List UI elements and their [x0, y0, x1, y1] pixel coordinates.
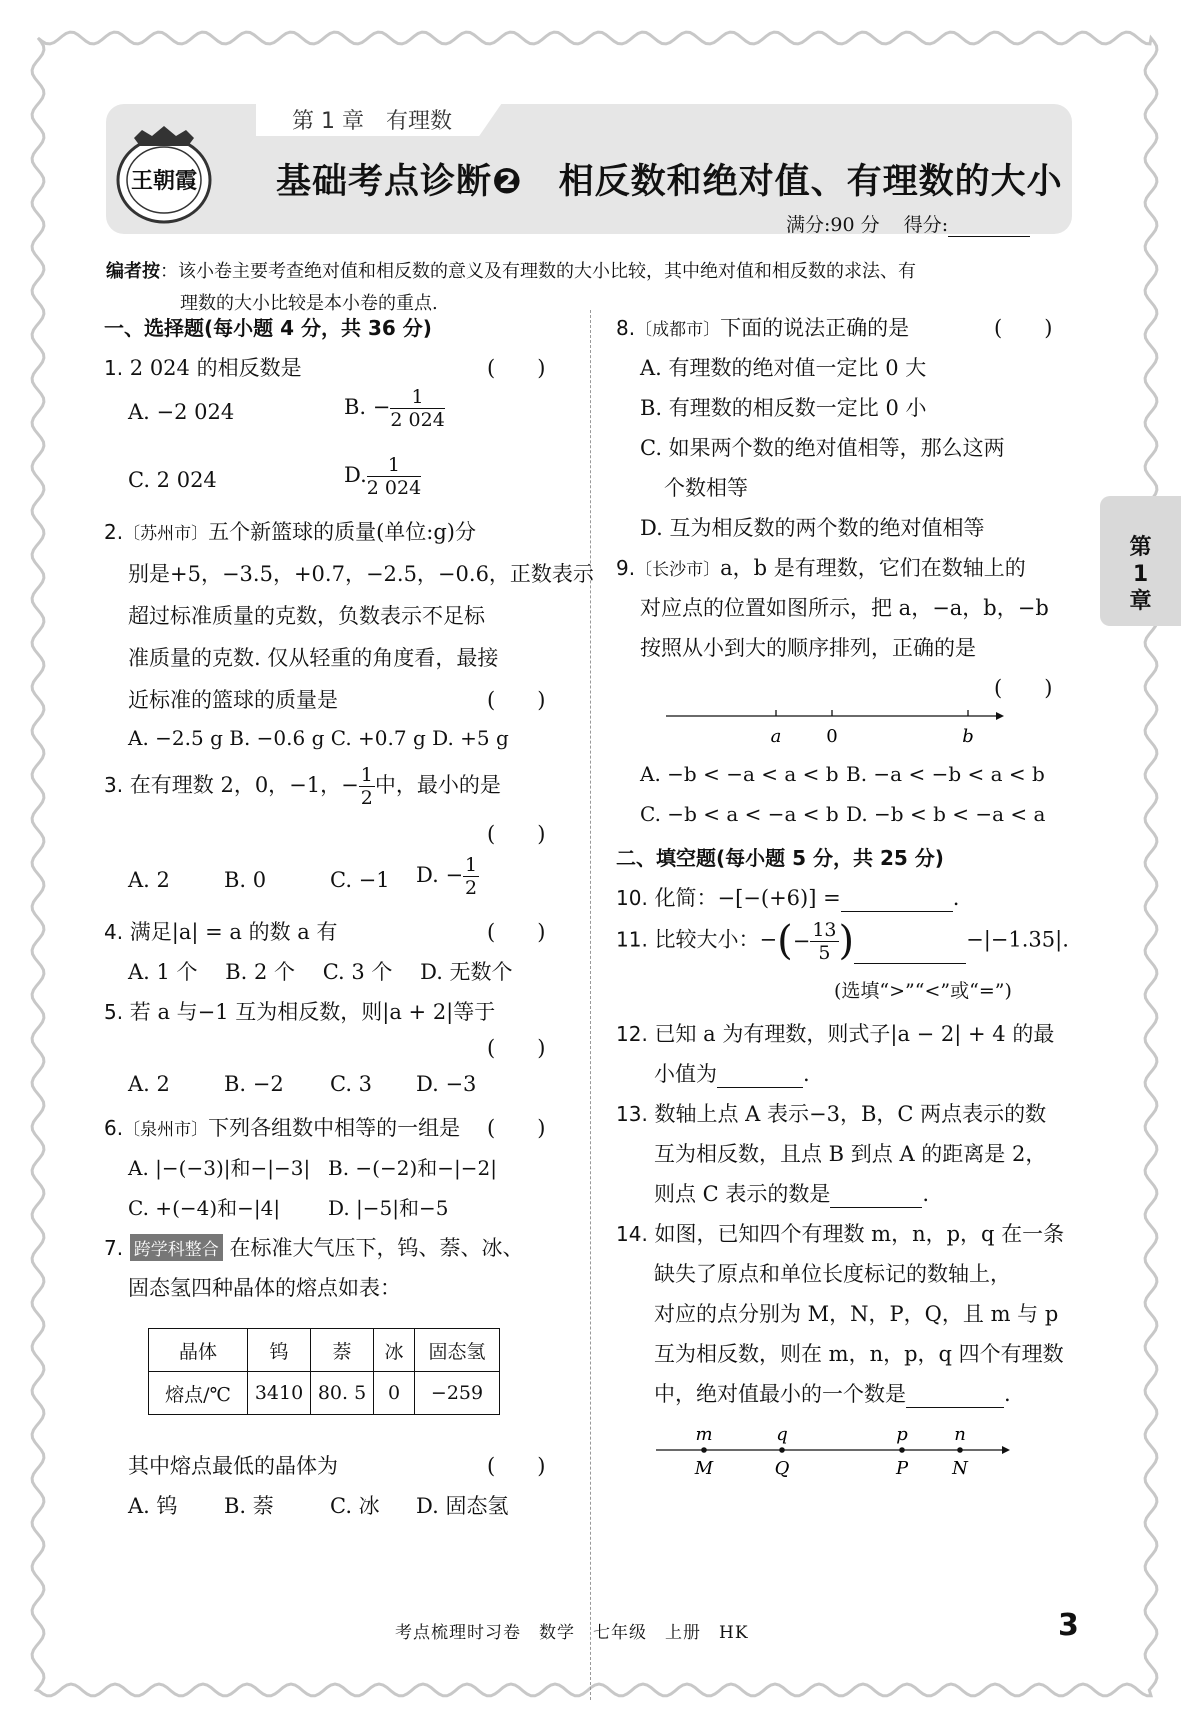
q14-label-n: n	[954, 1424, 966, 1445]
q5-option-a: A. 2	[128, 1072, 170, 1096]
q6-option-a: A. |−(−3)|和−|−3|	[128, 1156, 311, 1180]
logo-text: 王朝霞	[130, 168, 198, 194]
page-title: 基础考点诊断❷ 相反数和绝对值、有理数的大小	[276, 162, 1063, 202]
melting-point-table	[148, 1328, 500, 1415]
q14-text5: 中，绝对值最小的一个数是	[654, 1382, 906, 1406]
q6-city: 〔泉州市〕	[123, 1120, 209, 1140]
q13-end: .	[922, 1182, 930, 1206]
q11-hint: (选填“>”“<”或“=”)	[834, 980, 1012, 1002]
q1-option-a: A. −2 024	[128, 400, 235, 424]
q8-stem	[616, 312, 909, 342]
score-label: 得分:	[903, 214, 949, 236]
q14-point-P: P	[895, 1458, 909, 1479]
q14-line4: 互为相反数，则在 m，n，p，q 四个有理数	[654, 1342, 1064, 1366]
note-line1: ：该小卷主要考查绝对值和相反数的意义及有理数的大小比较，其中绝对值和相反数的求法、有	[160, 261, 916, 282]
q4-number: 4.	[104, 920, 124, 944]
q9-option-c: C. −b < a < −a < b	[640, 802, 839, 826]
q13-answer-blank[interactable]	[830, 1185, 922, 1208]
q3-d-fraction	[463, 854, 479, 899]
q11-number: 11.	[616, 927, 648, 952]
score-line	[786, 210, 1030, 237]
q3-stem	[104, 764, 501, 809]
table-cell: 0	[374, 1372, 415, 1415]
q2-line4: 准质量的克数. 仅从轻重的角度看，最接	[128, 646, 499, 670]
q9-number: 9.	[616, 556, 636, 580]
q14-point-Q: Q	[774, 1458, 790, 1479]
score-blank	[948, 236, 1030, 237]
q1-d-prefix: D.	[344, 463, 367, 487]
q10-text: 化简：−[−(+6)] =	[654, 886, 841, 910]
q1-number: 1.	[104, 356, 124, 380]
q1-b-denominator: 2 024	[390, 409, 445, 431]
axis-label-b: b	[962, 726, 974, 747]
q11-fraction	[810, 919, 838, 964]
q9-city: 〔长沙市〕	[635, 560, 721, 580]
q6-stem	[104, 1112, 460, 1142]
q8-number: 8.	[616, 316, 636, 340]
axis-label-zero: 0	[826, 726, 838, 747]
table-row	[149, 1372, 500, 1415]
q2-answer-paren: ( )	[487, 688, 546, 712]
q4-options: A. 1 个 B. 2 个 C. 3 个 D. 无数个	[128, 960, 513, 984]
q7-tag: 跨学科整合	[130, 1234, 223, 1261]
side-tab-line2: 1	[1132, 562, 1149, 587]
q9-line2: 对应点的位置如图所示，把 a，−a，b，−b	[640, 596, 1049, 620]
q14-number: 14.	[616, 1222, 648, 1246]
section1-title: 一、选择题(每小题 4 分，共 36 分)	[104, 316, 432, 340]
q10-stem	[616, 882, 959, 912]
q12-end: .	[803, 1062, 810, 1086]
chapter-side-tab	[1100, 496, 1181, 626]
q5-option-d: D. −3	[416, 1072, 477, 1096]
axis-label-a: a	[770, 726, 782, 747]
q9-number-line	[666, 704, 1006, 754]
q7-option-d: D. 固态氢	[416, 1494, 509, 1518]
q13-number: 13.	[616, 1102, 648, 1126]
q6-option-d: D. |−5|和−5	[328, 1196, 449, 1220]
q8-answer-paren: ( )	[994, 316, 1053, 340]
q12-text2: 小值为	[654, 1062, 717, 1086]
q3-numerator: 1	[360, 764, 373, 786]
q14-line3: 对应的点分别为 M，N，P，Q，且 m 与 p	[654, 1302, 1059, 1326]
q11-numerator: 13	[812, 918, 837, 941]
q8-text: 下面的说法正确的是	[720, 316, 910, 340]
q6-text: 下列各组数中相等的一组是	[208, 1116, 461, 1140]
q2-line2: 别是+5，−3.5，+0.7，−2.5，−0.6，正数表示	[128, 562, 594, 586]
q14-number-line	[656, 1418, 1016, 1482]
q9-option-b: B. −a < −b < a < b	[846, 762, 1045, 786]
q11-left-paren: (	[777, 918, 793, 964]
q11-stem	[616, 918, 1069, 964]
q1-option-b	[344, 386, 445, 431]
q7-answer-paren: ( )	[487, 1454, 546, 1478]
q12-line1	[616, 1018, 1054, 1048]
q3-fraction	[359, 764, 375, 809]
q12-answer-blank[interactable]	[717, 1065, 803, 1088]
q6-answer-paren: ( )	[487, 1116, 546, 1140]
q13-line1	[616, 1098, 1046, 1128]
q13-line3	[654, 1178, 929, 1208]
table-cell: −259	[415, 1372, 500, 1415]
q3-text-pre: 在有理数 2，0，−1，−	[129, 773, 359, 797]
table-header-row	[149, 1329, 500, 1372]
q14-line2: 缺失了原点和单位长度标记的数轴上，	[654, 1262, 1011, 1286]
q1-b-fraction	[390, 386, 444, 431]
q11-text-post: −|−1.35|.	[966, 927, 1069, 952]
column-divider	[590, 310, 591, 1700]
q9-line1	[616, 552, 1026, 582]
q14-label-p: p	[896, 1424, 908, 1445]
q4-answer-paren: ( )	[487, 920, 546, 944]
q1-answer-paren: ( )	[487, 356, 546, 380]
side-tab-line3: 章	[1129, 589, 1152, 614]
q2-city: 〔苏州市〕	[123, 524, 209, 544]
q7-option-a: A. 钨	[128, 1494, 178, 1518]
q1-b-prefix: B. −	[344, 395, 391, 419]
q11-denominator: 5	[818, 941, 831, 964]
q2-text1: 五个新篮球的质量(单位:g)分	[208, 520, 476, 544]
table-cell: 萘	[311, 1329, 374, 1372]
table-cell: 80. 5	[311, 1372, 374, 1415]
q14-line5	[654, 1378, 1011, 1408]
q11-text-pre: 比较大小：−	[654, 927, 778, 952]
q4-text: 满足|a| = a 的数 a 有	[129, 920, 338, 944]
q5-number: 5.	[104, 1000, 124, 1024]
q12-text1: 已知 a 为有理数，则式子|a − 2| + 4 的最	[654, 1022, 1055, 1046]
q2-number: 2.	[104, 520, 124, 544]
q14-line1	[616, 1218, 1064, 1248]
q5-option-b: B. −2	[224, 1072, 284, 1096]
q13-line2: 互为相反数，且点 B 到点 A 的距离是 2，	[654, 1142, 1047, 1166]
q2-options: A. −2.5 g B. −0.6 g C. +0.7 g D. +5 g	[128, 726, 509, 750]
note-label: 编者按	[106, 261, 160, 282]
q11-answer-blank[interactable]	[854, 941, 966, 964]
worksheet-page	[96, 100, 1076, 1700]
q3-number: 3.	[104, 773, 124, 797]
q9-option-a: A. −b < −a < a < b	[640, 762, 839, 786]
q2-line5: 近标准的篮球的质量是	[128, 688, 338, 712]
q1-d-fraction	[367, 454, 421, 499]
q1-option-c: C. 2 024	[128, 468, 217, 492]
full-score: 满分:90 分	[786, 214, 880, 236]
q7-option-b: B. 萘	[224, 1494, 274, 1518]
q6-option-b: B. −(−2)和−|−2|	[328, 1156, 497, 1180]
q4-stem	[104, 916, 337, 946]
q14-end: .	[1004, 1382, 1011, 1406]
q8-option-c1: C. 如果两个数的绝对值相等，那么这两	[640, 436, 1005, 460]
q3-answer-paren: ( )	[487, 822, 546, 846]
q5-stem	[104, 996, 495, 1026]
q3-d-numerator: 1	[465, 854, 478, 876]
q1-d-denominator: 2 024	[366, 477, 422, 499]
table-cell: 固态氢	[415, 1329, 500, 1372]
table-cell: 熔点/℃	[149, 1372, 248, 1415]
q14-point-N: N	[952, 1458, 968, 1479]
table-cell: 冰	[374, 1329, 415, 1372]
page-number: 3	[1058, 1608, 1079, 1643]
q3-denominator: 2	[360, 787, 373, 809]
q9-line3: 按照从小到大的顺序排列，正确的是	[640, 636, 976, 660]
q8-city: 〔成都市〕	[635, 320, 721, 340]
q10-end: .	[952, 886, 960, 910]
q3-d-prefix: D. −	[416, 863, 464, 887]
q9-option-d: D. −b < b < −a < a	[846, 802, 1046, 826]
q1-text: 2 024 的相反数是	[129, 356, 302, 380]
q14-answer-blank[interactable]	[906, 1385, 1004, 1408]
q11-right-paren: )	[838, 918, 855, 964]
publisher-logo	[96, 118, 232, 230]
q8-option-c2: 个数相等	[664, 476, 748, 500]
chapter-label: 第 1 章 有理数	[292, 109, 452, 134]
q14-label-m: m	[695, 1424, 713, 1445]
q10-answer-blank[interactable]	[841, 889, 953, 912]
q3-text-post: 中，最小的是	[374, 773, 501, 797]
q11-minus: −	[792, 929, 811, 953]
q6-number: 6.	[104, 1116, 124, 1140]
q7-text1: 在标准大气压下，钨、萘、冰、	[229, 1236, 524, 1260]
q7-option-c: C. 冰	[330, 1494, 380, 1518]
q1-stem	[104, 352, 302, 382]
q12-number: 12.	[616, 1022, 648, 1046]
q7-number: 7.	[104, 1236, 124, 1260]
q6-option-c: C. +(−4)和−|4|	[128, 1196, 281, 1220]
table-cell: 晶体	[149, 1329, 248, 1372]
q12-line2	[654, 1058, 810, 1088]
q2-line3: 超过标准质量的克数，负数表示不足标	[128, 604, 485, 628]
q1-option-d	[344, 454, 421, 499]
q8-option-d: D. 互为相反数的两个数的绝对值相等	[640, 516, 985, 540]
q1-b-numerator: 1	[390, 386, 444, 409]
q2-line1	[104, 516, 476, 546]
section2-title: 二、填空题(每小题 5 分，共 25 分)	[616, 846, 944, 870]
side-tab-line1: 第	[1129, 535, 1152, 560]
q9-text1: a，b 是有理数，它们在数轴上的	[720, 556, 1026, 580]
q3-option-d	[416, 854, 479, 899]
q10-number: 10.	[616, 886, 648, 910]
q1-d-numerator: 1	[367, 454, 421, 477]
q14-point-M: M	[694, 1458, 714, 1479]
table-cell: 钨	[248, 1329, 311, 1372]
editor-note	[106, 256, 1076, 320]
q8-option-b: B. 有理数的相反数一定比 0 小	[640, 396, 927, 420]
q8-option-a: A. 有理数的绝对值一定比 0 大	[640, 356, 927, 380]
q7-line3: 其中熔点最低的晶体为	[128, 1454, 338, 1478]
q3-d-denominator: 2	[465, 877, 478, 899]
q5-text: 若 a 与−1 互为相反数，则|a + 2|等于	[129, 1000, 496, 1024]
q13-text3: 则点 C 表示的数是	[654, 1182, 831, 1206]
q7-line2: 固态氢四种晶体的熔点如表：	[128, 1276, 401, 1300]
q13-text1: 数轴上点 A 表示−3，B，C 两点表示的数	[654, 1102, 1047, 1126]
table-cell: 3410	[248, 1372, 311, 1415]
q3-option-b: B. 0	[224, 868, 267, 892]
q7-line1	[104, 1232, 523, 1262]
footer-text: 考点梳理时习卷 数学 七年级 上册 HK	[395, 1623, 749, 1643]
q3-option-c: C. −1	[330, 868, 390, 892]
q3-option-a: A. 2	[128, 868, 170, 892]
q5-answer-paren: ( )	[487, 1036, 546, 1060]
note-line2: 理数的大小比较是本小卷的重点.	[180, 293, 438, 314]
q14-text1: 如图，已知四个有理数 m，n，p，q 在一条	[654, 1222, 1065, 1246]
q14-label-q: q	[776, 1424, 788, 1445]
q5-option-c: C. 3	[330, 1072, 373, 1096]
q9-answer-paren: ( )	[994, 676, 1053, 700]
